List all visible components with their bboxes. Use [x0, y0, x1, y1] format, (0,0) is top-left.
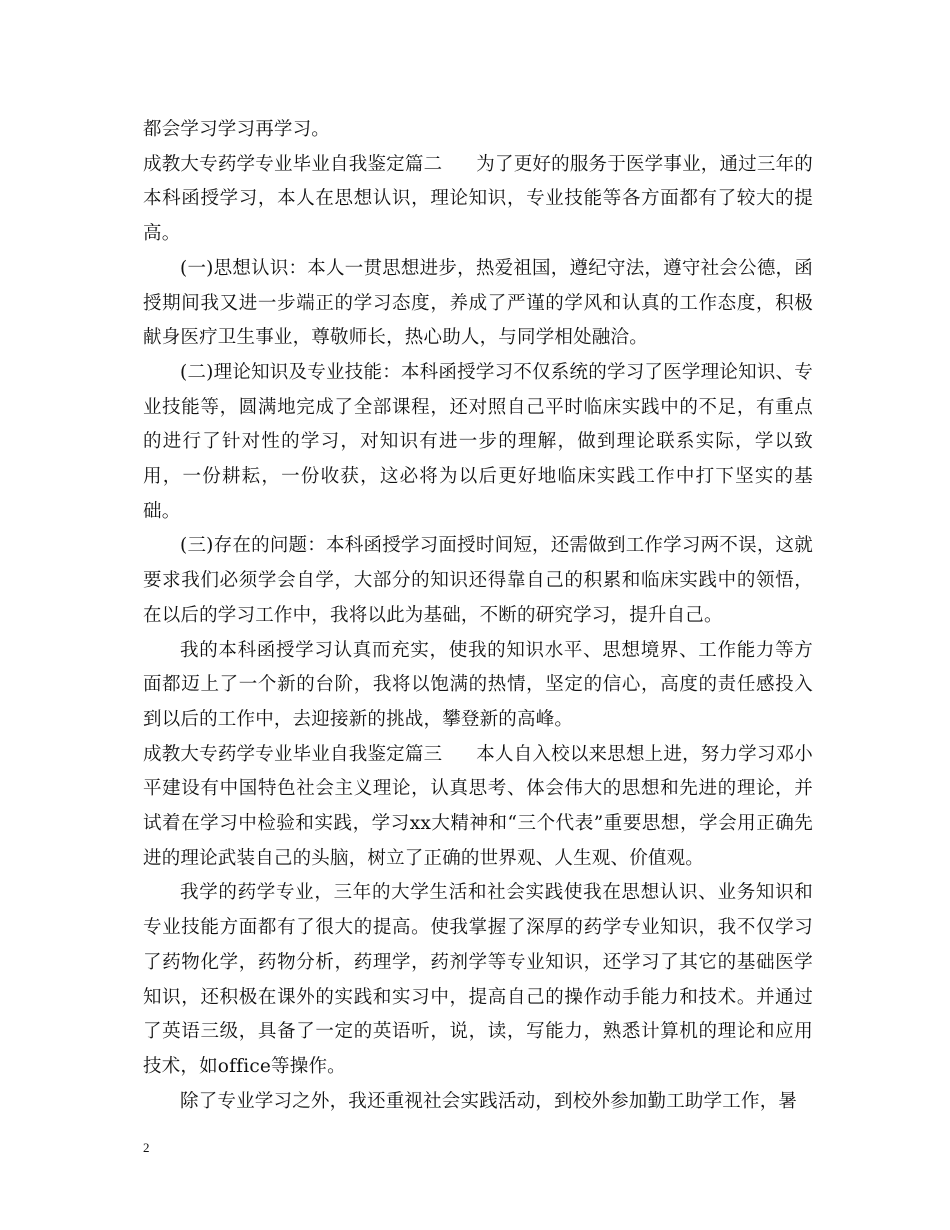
section-three-heading: 成教大专药学专业毕业自我鉴定篇三: [143, 743, 443, 765]
paragraph-continuation: 都会学习学习再学习。: [143, 119, 331, 140]
paragraph-major: 我学的药学专业，三年的大学生活和社会实践使我在思想认识、业务知识和专业技能方面都有了很大的提高。使我掌握了深厚的药学专业知识，我不仅学习了药物化学，药物分析，药理学，药剂学等专业知识，还学习了其它的基础医学知识，还积极在课外的实践和实习中，提高自己的操作动手能力和技术。并通过了英语三级，具备了一定的英语听，说，读，写能力，熟悉计算机的理论和应用技术，如office等操作。: [143, 882, 813, 1077]
paragraph-practice: 除了专业学习之外，我还重视社会实践活动，到校外参加勤工助学工作，暑: [180, 1090, 798, 1112]
document-body: [143, 113, 813, 1119]
paragraph-problems: (三)存在的问题：本科函授学习面授时间短，还需做到工作学习两不误，这就要求我们必须学会自学，大部分的知识还得靠自己的积累和临床实践中的领悟，在以后的学习工作中，我将以此为基础，不断的研究学习，提升自己。: [143, 535, 813, 626]
paragraph-theory: (二)理论知识及专业技能：本科函授学习不仅系统的学习了医学理论知识、专业技能等，圆满地完成了全部课程，还对照自己平时临床实践中的不足，有重点的进行了针对性的学习，对知识有进一步的理解，做到理论联系实际，学以致用，一份耕耘，一份收获，这必将为以后更好地临床实践工作中打下坚实的基础。: [143, 361, 813, 522]
section-two-paragraph: [143, 148, 813, 252]
paragraph-thought: (一)思想认识：本人一贯思想进步，热爱祖国，遵纪守法，遵守社会公德，函授期间我又进一步端正的学习态度，养成了严谨的学风和认真的工作态度，积极献身医疗卫生事业，尊敬师长，热心助人，与同学相处融洽。: [143, 257, 813, 349]
page-number: 2: [143, 1140, 150, 1155]
section-three-paragraph: [143, 738, 813, 877]
paragraph-summary: 我的本科函授学习认真而充实，使我的知识水平、思想境界、工作能力等方面都迈上了一个新的台阶，我将以饱满的热情，坚定的信心，高度的责任感投入到以后的工作中，去迎接新的挑战，攀登新的高峰。: [143, 639, 813, 730]
section-two-heading: 成教大专药学专业毕业自我鉴定篇二: [143, 153, 443, 175]
section-two-text: 为了更好的服务于医学事业，通过三年的本科函授学习，本人在思想认识，理论知识，专业技能等各方面都有了较大的提高。: [143, 153, 813, 245]
section-three-text: 本人自入校以来思想上进，努力学习邓小平建设有中国特色社会主义理论，认真思考、体会伟大的思想和先进的理论，并试着在学习中检验和实践，学习xx大精神和“三个代表”重要思想，学会用正确先进的理论武装自己的头脑，树立了正确的世界观、人生观、价值观。: [143, 743, 813, 869]
